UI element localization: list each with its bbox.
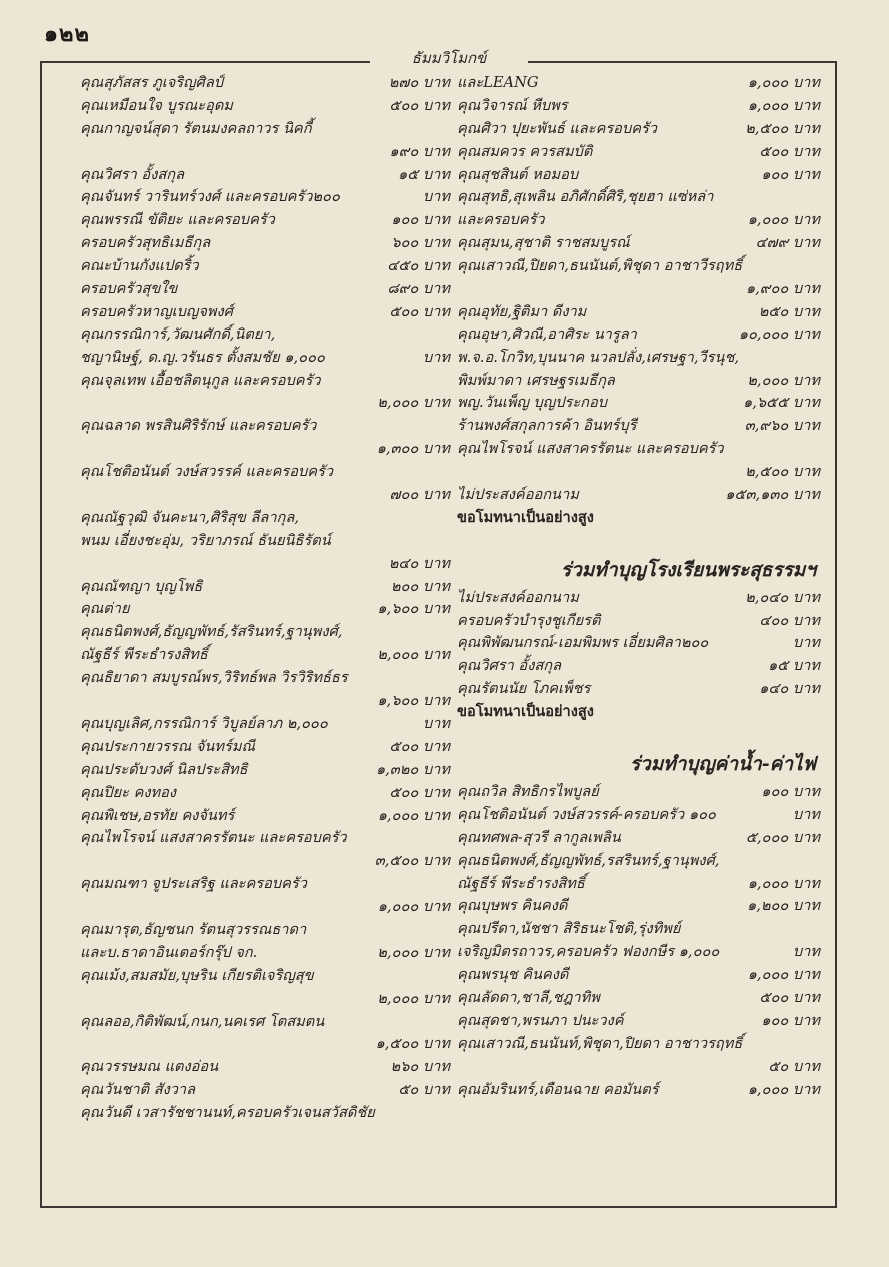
donor-name: คุณมณฑา จูประเสริฐ และครอบครัว bbox=[80, 875, 307, 893]
donor-entry bbox=[80, 1011, 450, 1034]
donor-entry bbox=[80, 988, 450, 1011]
donation-amount: ๒,๐๐๐ บาท bbox=[377, 989, 450, 1007]
donor-name: ชญานิษฐ์, ด.ญ.วรันธร ตั้งสมชัย ๑,๐๐๐ bbox=[80, 348, 325, 366]
donor-name: เจริญมิตรถาวร,ครอบครัว ฟองกษีร ๑,๐๐๐ bbox=[457, 943, 720, 961]
donor-entry bbox=[80, 164, 450, 187]
donor-entry bbox=[457, 186, 820, 209]
donation-amount: ๒,๐๐๐ บาท bbox=[377, 646, 450, 664]
donation-amount: ๕,๐๐๐ บาท bbox=[745, 828, 820, 846]
donor-name: คุณบุญเลิศ,กรรณิการ์ วิบูลย์ลาภ ๒,๐๐๐ bbox=[80, 714, 328, 732]
donor-name: คุณบุษพร คินคงดี bbox=[457, 897, 568, 915]
donor-entry bbox=[457, 72, 820, 95]
donor-entry bbox=[80, 415, 450, 438]
donation-amount: ๒,๐๐๐ บาท bbox=[377, 394, 450, 412]
donor-name: คณะบ้านกังแปดริ้ว bbox=[80, 257, 199, 275]
donor-name: คุณณัฐวุฒิ จันคะนา,ศิริสุข ลีลากุล, bbox=[80, 508, 299, 526]
donation-amount: ๗๐๐ บาท bbox=[389, 486, 450, 504]
donation-amount: ๑,๐๐๐ บาท bbox=[377, 806, 450, 824]
donation-amount: ๑,๖๕๕ บาท bbox=[743, 394, 820, 412]
section-spacer bbox=[457, 530, 820, 553]
donor-entry bbox=[80, 759, 450, 782]
donation-amount: บาท bbox=[792, 805, 820, 823]
donor-entry bbox=[457, 141, 820, 164]
donation-amount: ๑,๐๐๐ บาท bbox=[747, 874, 820, 892]
donation-amount: ๑,๙๐๐ บาท bbox=[745, 280, 820, 298]
donor-name: คุณเม้ง,สมสมัย,บุษริน เกียรติเจริญสุข bbox=[80, 966, 314, 984]
donor-entry bbox=[457, 484, 820, 507]
donor-name: คุณพิเชษ,อรทัย คงจันทร์ bbox=[80, 806, 235, 824]
donor-name: คุณวันชาติ สังวาล bbox=[80, 1081, 196, 1099]
donor-name: ไม่ประสงค์ออกนาม bbox=[457, 486, 579, 504]
donor-name: คุณไพโรจน์ แสงสาครรัตนะ และครอบครัว bbox=[457, 440, 724, 458]
donation-amount: ๕๐๐ บาท bbox=[759, 142, 820, 160]
donor-entry bbox=[457, 678, 820, 701]
donation-amount: ๒๖๐ บาท bbox=[390, 1058, 450, 1076]
donation-amount: ๒๕๐ บาท bbox=[758, 302, 820, 320]
donor-name: คุณเสาวณี,ปิยดา,ธนนันต์,พิชุดา อาชาวีรฤทธิ์ bbox=[457, 257, 743, 275]
donor-entry bbox=[457, 1079, 820, 1102]
donation-amount: ๓,๕๐๐ บาท bbox=[374, 852, 450, 870]
donor-entry bbox=[80, 919, 450, 942]
donation-amount: ๕๐๐ บาท bbox=[389, 783, 450, 801]
donation-amount: ๑๐๐ บาท bbox=[391, 211, 450, 229]
donor-entry bbox=[457, 850, 820, 873]
donor-entry bbox=[80, 805, 450, 828]
donation-amount: ๖๐๐ บาท bbox=[391, 234, 450, 252]
donor-entry bbox=[457, 918, 820, 941]
donor-name: คุณพรนุช คินคงดี bbox=[457, 966, 569, 984]
donor-name: ณัฐธีร์ พีระธำรงสิทธิ์ bbox=[80, 646, 208, 664]
donor-entry bbox=[80, 782, 450, 805]
donor-name: ครอบครัวหาญเบญจพงศ์ bbox=[80, 302, 233, 320]
donor-entry bbox=[80, 553, 450, 576]
donation-amount: ๑,๓๐๐ บาท bbox=[376, 440, 450, 458]
donation-amount: ๑๔๐ บาท bbox=[759, 680, 820, 698]
donor-entry bbox=[80, 347, 450, 370]
donor-entry bbox=[457, 1010, 820, 1033]
donation-amount: ๔๗๙ บาท bbox=[755, 234, 820, 252]
donation-amount: ๕๐๐ บาท bbox=[389, 96, 450, 114]
donation-amount: ๒๐๐ บาท bbox=[390, 577, 450, 595]
donor-entry bbox=[457, 827, 820, 850]
donor-entry bbox=[80, 621, 450, 644]
donation-amount: ๑๕๓,๑๓๐ บาท bbox=[725, 486, 820, 504]
donor-entry bbox=[457, 804, 820, 827]
donor-name: พญ.วันเพ็ญ บุญประกอบ bbox=[457, 394, 608, 412]
donor-entry bbox=[80, 850, 450, 873]
donation-amount: ๑,๐๐๐ บาท bbox=[377, 898, 450, 916]
donation-amount: ๑๕ บาท bbox=[397, 165, 450, 183]
donor-name: ครอบครัวบำรุงชูเกียรติ bbox=[457, 611, 601, 629]
donor-name: พ.จ.อ.โกวิท,บุนนาค นวลปลั่ง,เศรษฐา,วีรนุช, bbox=[457, 348, 740, 366]
donor-entry bbox=[80, 1079, 450, 1102]
donor-entry bbox=[80, 965, 450, 988]
donation-amount: บาท bbox=[792, 634, 820, 652]
donor-name: คุณปิยะ คงทอง bbox=[80, 783, 176, 801]
section-heading-text: ร่วมทำบุญโรงเรียนพระสุธรรมฯ bbox=[560, 558, 816, 581]
donor-entry bbox=[80, 530, 450, 553]
donation-amount: บาท bbox=[422, 188, 450, 206]
donor-entry bbox=[457, 415, 820, 438]
donor-entry bbox=[457, 324, 820, 347]
donor-name: คุณปรีดา,นัชชา สิริธนะโชติ,รุ่งทิพย์ bbox=[457, 920, 681, 938]
donor-name: คุณจุลเทพ เอื้อชลิตนุกูล และครอบครัว bbox=[80, 371, 321, 389]
donation-amount: ๑๙๐ บาท bbox=[389, 142, 450, 160]
donation-amount: ๑๐,๐๐๐ บาท bbox=[738, 325, 820, 343]
donor-name: คุณสุมน,สุชาติ ราชสมบูรณ์ bbox=[457, 234, 630, 252]
donor-name: คุณโชติอนันต์ วงษ์สวรรค์-ครอบครัว ๑๐๐ bbox=[457, 805, 716, 823]
donor-name: คุณโชติอนันต์ วงษ์สวรรค์ และครอบครัว bbox=[80, 463, 334, 481]
donor-name: คุณวันดี เวสารัชชานนท์,ครอบครัวเจนสวัสดิชัย bbox=[80, 1104, 375, 1122]
donation-amount: ๑๕ บาท bbox=[767, 657, 820, 675]
donor-name: คุณสุดชา,พรนภา ปนะวงค์ bbox=[457, 1011, 624, 1029]
donor-entry bbox=[80, 827, 450, 850]
donation-amount: ๑,๕๐๐ บาท bbox=[375, 1035, 450, 1053]
donor-entry bbox=[457, 118, 820, 141]
page-number: ๑๒๒ bbox=[44, 22, 90, 47]
donor-name: คุณจันทร์ วารินทร์วงศ์ และครอบครัว๒๐๐ bbox=[80, 188, 340, 206]
donation-amount: ๑,๖๐๐ บาท bbox=[377, 600, 450, 618]
donation-amount: ๓,๙๖๐ บาท bbox=[744, 417, 820, 435]
donor-name: คุณวิจารณ์ หีบพร bbox=[457, 96, 568, 114]
donation-amount: ๒๔๐ บาท bbox=[388, 554, 450, 572]
left-donor-column bbox=[80, 72, 450, 1125]
donor-entry bbox=[457, 209, 820, 232]
donor-name: คุณศิวา ปุยะพันธ์ และครอบครัว bbox=[457, 119, 658, 137]
donor-entry bbox=[80, 95, 450, 118]
donor-name: คุณอัมรินทร์,เดือนฉาย คอมันตร์ bbox=[457, 1080, 659, 1098]
donor-entry bbox=[80, 370, 450, 393]
closing-line bbox=[457, 701, 820, 724]
donor-entry bbox=[80, 713, 450, 736]
donor-name: คุณสุชสินต์ หอมอบ bbox=[457, 165, 579, 183]
donor-name: ณัฐธีร์ พีระธำรงสิทธิ์ bbox=[457, 874, 585, 892]
closing-line bbox=[457, 507, 820, 530]
donor-entry bbox=[80, 141, 450, 164]
donor-entry bbox=[457, 873, 820, 896]
donor-entry bbox=[457, 941, 820, 964]
donor-name: ร้านพงศ์สกุลการค้า อินทร์บุรี bbox=[457, 417, 637, 435]
donor-entry bbox=[80, 942, 450, 965]
donor-name: คุณธนิตพงศ์,ธัญญพัทธ์,รสรินทร์,ฐานุพงศ์, bbox=[457, 851, 720, 869]
donation-amount: ๕๐๐ บาท bbox=[389, 302, 450, 320]
donor-name: คุณวิศรา อั้งสกุล bbox=[80, 165, 185, 183]
donor-name: คุณพรรณี ขัติยะ และครอบครัว bbox=[80, 211, 275, 229]
donor-entry bbox=[457, 587, 820, 610]
section-heading bbox=[457, 553, 820, 587]
donation-amount: ๑๐๐ บาท bbox=[761, 1011, 820, 1029]
donor-name: คุณพิพัฒนกรณ์-เอมพิมพร เอี่ยมศิลา๒๐๐ bbox=[457, 634, 709, 652]
donation-amount: ๕๐ บาท bbox=[398, 1081, 450, 1099]
donor-name: ไม่ประสงค์ออกนาม bbox=[457, 588, 579, 606]
donor-name: คุณสุภัสสร ภูเจริญศิลป์ bbox=[80, 74, 224, 91]
donation-amount: ๔๐๐ บาท bbox=[759, 611, 820, 629]
section-heading-text: ร่วมทำบุญค่าน้ำ-ค่าไฟ bbox=[629, 752, 816, 775]
donation-amount: ๒,๕๐๐ บาท bbox=[745, 463, 820, 481]
donation-amount: ๒,๐๔๐ บาท bbox=[745, 588, 820, 606]
donor-name: และบ.ธาดาอินเตอร์กรุ๊ป จก. bbox=[80, 943, 258, 961]
donation-amount: ๑,๐๐๐ บาท bbox=[747, 966, 820, 984]
donation-amount: ๔๕๐ บาท bbox=[387, 257, 450, 275]
donor-entry bbox=[80, 667, 450, 690]
donor-name: พิมพ์มาดา เศรษฐรเมธีกุล bbox=[457, 371, 615, 389]
donor-name: คุณลัดดา,ชาลี,ชฎาทิพ bbox=[457, 988, 600, 1006]
donor-entry bbox=[457, 655, 820, 678]
running-head: ธัมมวิโมกข์ bbox=[370, 46, 528, 70]
donation-amount: ๒,๕๐๐ บาท bbox=[745, 119, 820, 137]
donor-name: คุณเสาวณี,ธนนันท์,พิชุดา,ปิยดา อาชาวรฤทธิ์ bbox=[457, 1034, 743, 1052]
donation-amount: ๑,๐๐๐ บาท bbox=[747, 96, 820, 114]
donor-entry bbox=[457, 964, 820, 987]
donation-amount: ๑,๒๐๐ บาท bbox=[746, 897, 820, 915]
donor-name: และLEANG bbox=[457, 74, 539, 91]
donor-entry bbox=[457, 95, 820, 118]
donor-entry bbox=[457, 164, 820, 187]
donor-entry bbox=[457, 610, 820, 633]
donor-name: คุณทศพล-สุวรี ลากูลเพลิน bbox=[457, 828, 621, 846]
donor-entry bbox=[80, 278, 450, 301]
donor-entry bbox=[457, 347, 820, 370]
donor-entry bbox=[80, 896, 450, 919]
donor-name: คุณกาญจน์สุดา รัตนมงคลถาวร นิคกี้ bbox=[80, 119, 312, 137]
donation-amount: ๑๐๐ บาท bbox=[761, 782, 820, 800]
donor-entry bbox=[80, 576, 450, 599]
right-donor-column bbox=[457, 72, 820, 1101]
donor-name: คุณวรรษมณ แตงอ่อน bbox=[80, 1058, 219, 1076]
donor-entry bbox=[80, 186, 450, 209]
donation-amount: ๕๐๐ บาท bbox=[389, 737, 450, 755]
donor-name: ขอโมทนาเป็นอย่างสูง bbox=[457, 508, 594, 526]
donor-entry bbox=[80, 644, 450, 667]
donor-name: ครอบครัวสุทธิเมธีกุล bbox=[80, 234, 211, 252]
donor-entry bbox=[80, 1056, 450, 1079]
donation-amount: ๑๐๐ บาท bbox=[761, 165, 820, 183]
donor-entry bbox=[80, 690, 450, 713]
donor-name: คุณณัฑญา บุญโพธิ bbox=[80, 577, 203, 595]
donor-name: คุณถวิล สิทธิกรไพบูลย์ bbox=[457, 782, 599, 800]
donor-entry bbox=[457, 632, 820, 655]
donor-name: คุณอุทัย,ฐิติมา ดีงาม bbox=[457, 302, 587, 320]
donor-entry bbox=[80, 873, 450, 896]
donor-entry bbox=[80, 232, 450, 255]
donor-entry bbox=[457, 1033, 820, 1056]
donor-name: คุณธิยาดา สมบูรณ์พร,วิริทธ์พล วิรวิริทธ์ธร bbox=[80, 669, 348, 687]
donor-entry bbox=[80, 72, 450, 95]
donor-entry bbox=[80, 438, 450, 461]
donor-name: คุณประกายวรรณ จันทร์มณี bbox=[80, 737, 256, 755]
donation-amount: ๒,๐๐๐ บาท bbox=[377, 943, 450, 961]
donor-entry bbox=[457, 438, 820, 461]
donor-entry bbox=[80, 118, 450, 141]
donation-amount: ๘๙๐ บาท bbox=[387, 280, 450, 298]
donor-entry bbox=[457, 392, 820, 415]
donor-entry bbox=[80, 301, 450, 324]
donor-entry bbox=[457, 781, 820, 804]
donor-name: คุณลออ,กิติพัฒน์,กนก,นคเรศ โตสมตน bbox=[80, 1012, 325, 1030]
donor-entry bbox=[80, 1033, 450, 1056]
donor-name: ครอบครัวสุขใข bbox=[80, 280, 178, 298]
donation-amount: บาท bbox=[422, 348, 450, 366]
donor-name: คุณกรรณิการ์,วัฒนศักดิ์,นิตยา, bbox=[80, 325, 276, 343]
section-spacer bbox=[457, 724, 820, 747]
donor-name: คุณรัตนนัย โภคเพ็ชร bbox=[457, 680, 591, 698]
donor-entry bbox=[80, 255, 450, 278]
donor-name: คุณสมควร ควรสมบัติ bbox=[457, 142, 593, 160]
donor-entry bbox=[80, 484, 450, 507]
donation-amount: ๒๗๐ บาท bbox=[388, 74, 450, 91]
donor-name: คุณเหมือนใจ บูรณะอุดม bbox=[80, 96, 233, 114]
donor-name: คุณสุทธิ,สุเพลิน อภิศักดิ์ศิริ,ชุยฮา แซ่หล่า bbox=[457, 188, 714, 206]
donation-amount: บาท bbox=[792, 943, 820, 961]
donor-entry bbox=[457, 1056, 820, 1079]
donation-amount: ๕๐๐ บาท bbox=[759, 988, 820, 1006]
donor-entry bbox=[457, 987, 820, 1010]
donor-name: คุณต่าย bbox=[80, 600, 130, 618]
donor-entry bbox=[80, 1102, 450, 1125]
donor-name: คุณฉลาด พรสินศิริรักษ์ และครอบครัว bbox=[80, 417, 317, 435]
donation-amount: ๑,๐๐๐ บาท bbox=[747, 74, 820, 91]
donation-amount: ๑,๖๐๐ บาท bbox=[377, 692, 450, 710]
donor-entry bbox=[457, 301, 820, 324]
donation-amount: ๑,๐๐๐ บาท bbox=[747, 211, 820, 229]
donor-name: คุณประดับวงศ์ นิลประสิทธิ bbox=[80, 760, 248, 778]
donation-amount: ๑,๓๒๐ บาท bbox=[375, 760, 450, 778]
donor-name: คุณวิศรา อั้งสกุล bbox=[457, 657, 562, 675]
donor-name: พนม เอี่ยงชะอุ่ม, วริยาภรณ์ ธันยนิธิรัตน์ bbox=[80, 531, 331, 549]
donor-entry bbox=[80, 209, 450, 232]
donor-name: คุณไพโรจน์ แสงสาครรัตนะ และครอบครัว bbox=[80, 829, 347, 847]
donor-entry bbox=[457, 232, 820, 255]
donor-entry bbox=[457, 370, 820, 393]
donor-name: และครอบครัว bbox=[457, 211, 545, 229]
donor-entry bbox=[80, 392, 450, 415]
donation-amount: ๒,๐๐๐ บาท bbox=[747, 371, 820, 389]
donor-entry bbox=[80, 598, 450, 621]
donor-name: คุณธนิตพงศ์,ธัญญพัทธ์,รัสรินทร์,ฐานุพงศ์, bbox=[80, 623, 343, 641]
donor-entry bbox=[80, 736, 450, 759]
donor-name: ขอโมทนาเป็นอย่างสูง bbox=[457, 703, 594, 721]
donor-entry bbox=[457, 278, 820, 301]
donation-amount: ๕๐ บาท bbox=[768, 1057, 820, 1075]
donor-entry bbox=[80, 324, 450, 347]
donor-entry bbox=[457, 461, 820, 484]
section-heading bbox=[457, 747, 820, 781]
donation-amount: บาท bbox=[422, 714, 450, 732]
donor-name: คุณมารุต,ธัญชนก รัตนสุวรรณธาดา bbox=[80, 920, 307, 938]
donor-entry bbox=[80, 461, 450, 484]
donor-entry bbox=[457, 255, 820, 278]
donor-entry bbox=[457, 895, 820, 918]
donor-entry bbox=[80, 507, 450, 530]
donor-name: คุณอุษา,ศิวณี,อาศิระ นารูลา bbox=[457, 325, 637, 343]
donation-amount: ๑,๐๐๐ บาท bbox=[747, 1080, 820, 1098]
